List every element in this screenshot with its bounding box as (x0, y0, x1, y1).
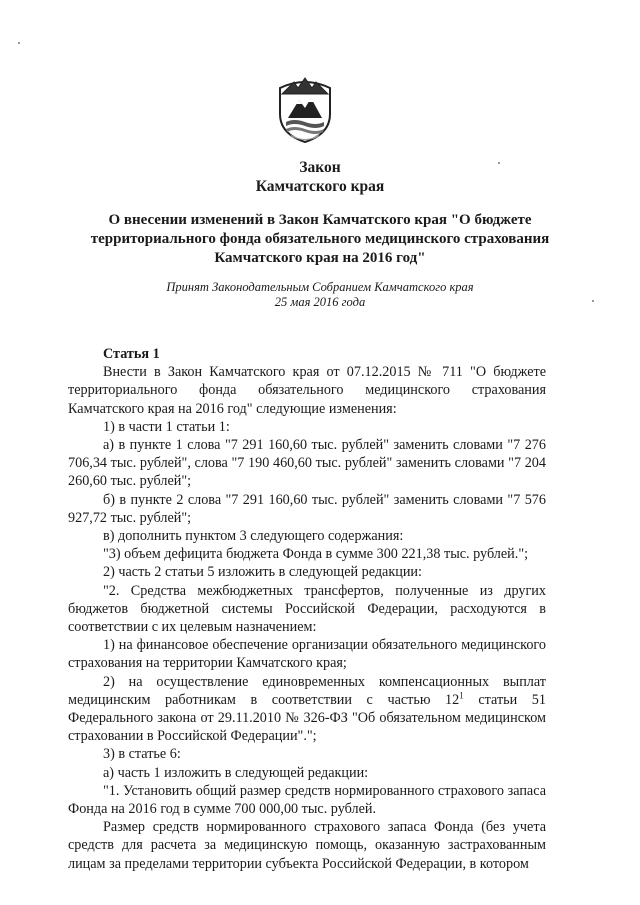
paragraph: в) дополнить пунктом 3 следующего содержания: (103, 528, 404, 545)
subject-line: территориального фонда обязательного медицинского страхования (90, 231, 550, 247)
paragraph (68, 673, 546, 746)
document-title (0, 158, 640, 196)
paragraph: 3) в статье 6: (103, 746, 181, 763)
paragraph: 1) на финансовое обеспечение организации обязательного медицинского страхования на территории Камчатского края; (68, 637, 546, 672)
superscript: 1 (459, 690, 464, 701)
paragraph: Внести в Закон Камчатского края от 07.12.2015 № 711 "О бюджете территориального фонда обязательного медицинского страхования Камчатского края на 2016 год" следующие изменения: (68, 364, 546, 417)
paragraph: 1) в части 1 статьи 1: (103, 418, 230, 435)
paragraph: б) в пункте 2 слова "7 291 160,60 тыс. рублей" заменить словами "7 576 927,72 тыс. рублей"; (68, 491, 546, 526)
adopted-date: 25 мая 2016 года (274, 295, 366, 309)
paragraph: Размер средств нормированного страхового запаса Фонда (без учета средств для расчета за медицинскую помощь, оказанную застрахованным лицам за пределами территории субъекта Российской Федерации, в котором (68, 819, 546, 872)
paragraph-text: статьи 51 Федерального закона от 29.11.2010 № 326-ФЗ "Об обязательном медицинском страховании в Российской Федерации"."; (68, 691, 546, 745)
paragraph-text: 2) на осуществление единовременных компенсационных выплат медицинским работникам в соответствии с частью 12 (68, 673, 546, 708)
paragraph: "1. Установить общий размер средств нормированного страхового запаса Фонда на 2016 год в сумме 700 000,00 тыс. рублей. (68, 782, 546, 818)
paragraph: "3) объем дефицита бюджета Фонда в сумме 300 221,38 тыс. рублей."; (103, 546, 529, 563)
article-heading: Статья 1 (103, 346, 160, 362)
law-word: Закон (299, 159, 341, 176)
paragraph: 2) часть 2 статьи 5 изложить в следующей редакции: (103, 564, 422, 581)
adoption-note (0, 280, 640, 310)
paragraph: а) в пункте 1 слова "7 291 160,60 тыс. рублей" заменить словами "7 276 706,34 тыс. рублей", слова "7 190 460,60 тыс. рублей" заменить словами "7 204 260,60 тыс. рублей"; (68, 437, 546, 490)
law-subject (60, 211, 580, 268)
paragraph: а) часть 1 изложить в следующей редакции: (103, 764, 369, 781)
scan-speck (18, 42, 20, 44)
region-name: Камчатского края (255, 178, 385, 195)
kamchatka-coat-of-arms-icon (274, 74, 336, 144)
subject-line: Камчатского края на 2016 год" (214, 250, 426, 266)
subject-line: О внесении изменений в Закон Камчатского края "О бюджете (108, 212, 532, 228)
paragraph: "2. Средства межбюджетных трансфертов, полученные из других бюджетов бюджетной системы Российской Федерации, расходуются в соответствии с их целевым назначением: (68, 582, 546, 636)
adopted-by: Принят Законодательным Собранием Камчатского края (166, 280, 474, 294)
article-body (68, 345, 546, 873)
